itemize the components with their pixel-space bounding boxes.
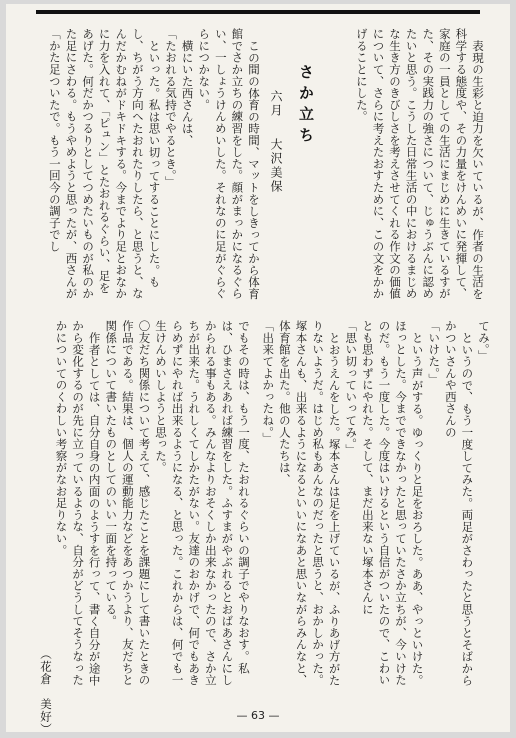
commentary-text-lower <box>52 320 252 692</box>
essay-dialogue: 「思い切っていってみ。」 <box>344 320 359 456</box>
page-number: — 63 — <box>236 709 280 722</box>
essay-dialogue: 「出来てよかったね。」 <box>261 320 276 445</box>
essay-text-upper <box>26 28 262 304</box>
commentary-paragraph: 表現の生彩と迫力を欠いているが、作者の生活を科学する態度や、その力量をけんめいに発揮して、家庭の一員としての生活にまじめに生きているすがた、その実践力の強さについて、じゅうぶんに認めたいと思う。こうした日常生活の中におけるまじめな生き方のきびしさを考えさせてくれる作文の価値について、さらに考えたおすために、この文をかかげることにした。 <box>354 28 485 300</box>
commentary-paragraph <box>52 320 53 692</box>
essay-dialogue: てみ。」 <box>477 320 491 362</box>
essay-dialogue: 「かた足ついたで。もう一回今の調子でし <box>47 28 62 253</box>
essay-paragraph: でもその時は、もう一度、たおれるぐらいの調子でやりなおす。私は、ひまさえあれば練習をした。ふすまがやぶれるとおばあさんにしかられる事もある。みんなよりおそくしか出来なかったので、さか立ちが出来た。うれしくてしかたがない。友達のおかげで、何でもあきらめずにやれば出来るようになる、と思った。これからは、何でも一生けんめいしようと思った。 <box>154 320 251 686</box>
essay-paragraph: この間の体育の時間、マットをしきってから体育館でさか立ちの練習をした。顔がまっかになるぐらい、一しょうけんめいした。それなのに足がぐらぐらにつかない。 <box>197 28 261 300</box>
essay-paragraph: とおうえんをした。塚本さんは足を上げているが、ふりあげ方がたりないようだ。はじめ私もあんなのだったと思うと、おかしかった。塚本さんも、出来るようになるといいになあと思いながらみんなと、体育館を出た。他の人たちは、 <box>277 320 342 686</box>
article-title: さか立ち <box>297 64 315 148</box>
article-byline <box>268 90 285 194</box>
commentary-paragraph: 〇友だち関係について考えて、感じたことを課題にして書いたときの作品である。結果は、個人の運動能力などをあつかうより、友だちと関係について書いたものとしてのいい一面を持っている。 <box>104 320 152 686</box>
top-border-rule <box>36 10 480 14</box>
author-grade: 六月 <box>269 90 283 118</box>
essay-paragraph: 横にいた西さんは、 <box>180 39 195 146</box>
document-page <box>6 4 510 736</box>
author-name: 大沢美保 <box>269 138 283 194</box>
essay-paragraph: という声がする。ゆっくりと足をおろした。ああ、やっといけた。ほっとした。今までできなかったと思っていたさか立ちが、今いけたのだ。もう一度した。今度はいけるという自信がついたので、こわいとも思わずにやれた。そして、まだ出来ない塚本さんに <box>360 320 425 686</box>
essay-dialogue: 「たおれる気持でやるとき。」 <box>164 28 179 188</box>
commentary-text-upper <box>336 28 486 304</box>
commentary-credit: （花倉 美好） <box>39 648 53 736</box>
essay-paragraph: というので、もう一度してみた。両足がさわったと思うとそばからかついさんや西さんの <box>443 320 475 686</box>
essay-dialogue: 「いけた。」 <box>427 320 442 386</box>
essay-text-lower <box>260 320 492 692</box>
commentary-paragraph: 作者としては、自分自身の内面のようすを行って、書く自分が途中から変化するのが先に立っているような、自分がどうしてそうなったかについてのくわしい考察がなお足りない。 <box>54 320 102 686</box>
essay-paragraph: といった。私は思い切ってすることにした。もし、ちがう方向へたおれたりしたら、と思うと、なんだかむねがドキドキする。今までより足とおなかに力を入れて、「ピュン」とたおれるぐらい、足をあげた。何だかつるりとしてつめたいものが私のかた足にさわる。もうやめようと思ったが、西さんが <box>64 28 162 300</box>
